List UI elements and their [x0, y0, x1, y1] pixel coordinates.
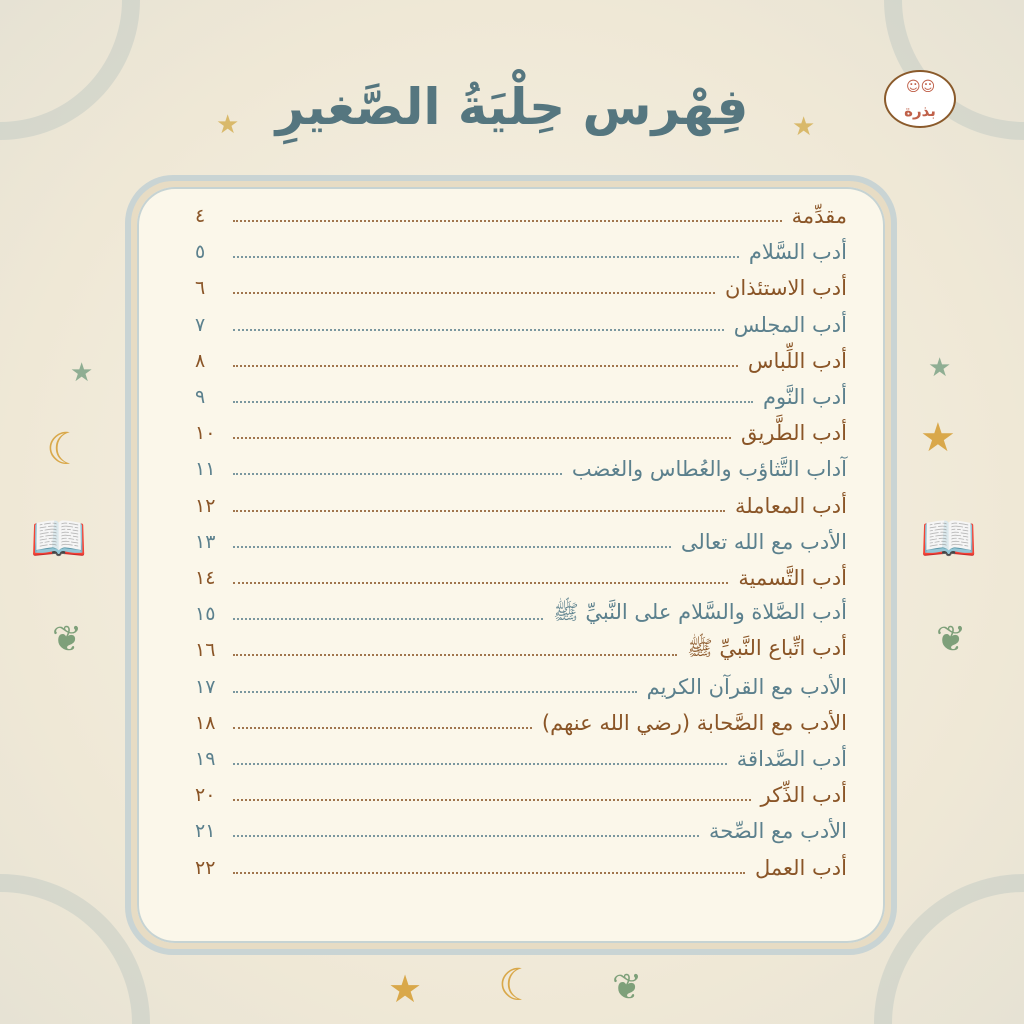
dot-leader: [233, 292, 715, 294]
entry-page-number: ٢٠: [195, 784, 216, 807]
dot-leader: [233, 654, 677, 656]
entry-title: أدب الصَّداقة: [736, 747, 847, 771]
dot-leader: [233, 365, 738, 367]
entry-title: الأدب مع الصِّحة: [709, 819, 847, 844]
contents-entry[interactable]: [195, 670, 847, 704]
open-book-icon: 📖: [30, 511, 88, 565]
dot-leader: [233, 835, 699, 837]
dot-leader: [233, 473, 562, 475]
entry-page-number: ٩: [195, 386, 206, 408]
star-icon: ★: [928, 353, 952, 383]
leaf-icon: ❦: [612, 967, 643, 1008]
entry-title: أدب اتِّباع النَّبيِّ ﷺ: [687, 635, 847, 660]
entry-page-number: ١٦: [195, 639, 216, 662]
contents-entry[interactable]: [195, 199, 847, 233]
contents-entry[interactable]: [195, 235, 847, 269]
entry-title: أدب الذِّكر: [760, 783, 847, 808]
dot-leader: [233, 727, 532, 729]
crescent-icon: ☾: [46, 424, 86, 475]
entry-title: الأدب مع الله تعالى: [680, 529, 847, 554]
contents-entry[interactable]: [195, 308, 847, 342]
entry-page-number: ٨: [195, 349, 206, 372]
entry-page-number: ١٠: [195, 422, 216, 445]
contents-entry[interactable]: [195, 452, 847, 486]
entry-page-number: ٤: [195, 205, 206, 227]
entry-title: الأدب مع القرآن الكريم: [646, 674, 847, 699]
entry-page-number: ٢٢: [195, 856, 216, 879]
contents-entry[interactable]: [195, 851, 847, 885]
dot-leader: [233, 256, 739, 258]
entry-page-number: ١٨: [195, 711, 216, 734]
contents-entry[interactable]: [195, 706, 847, 740]
star-icon: ★: [216, 110, 240, 140]
contents-entry[interactable]: [195, 416, 847, 450]
entry-title: آداب التَّثاؤب والعُطاس والغضب: [571, 457, 847, 482]
dot-leader: [233, 510, 725, 512]
contents-entry[interactable]: [195, 778, 847, 812]
contents-entry[interactable]: [195, 633, 847, 667]
contents-entry[interactable]: [195, 742, 847, 776]
open-book-icon: 📖: [920, 511, 978, 565]
entry-page-number: ١٥: [195, 603, 216, 626]
dot-leader: [233, 437, 731, 439]
page-title: فِهْرس حِلْيَةُ الصَّغيرِ: [275, 78, 749, 136]
entry-title: أدب اللِّباس: [747, 348, 847, 373]
star-icon: ★: [792, 112, 816, 142]
dot-leader: [233, 582, 728, 584]
entry-page-number: ١١: [195, 458, 216, 481]
entry-title: أدب السَّلام: [748, 240, 847, 265]
dot-leader: [233, 329, 724, 331]
entry-title: الأدب مع الصَّحابة (رضي الله عنهم): [541, 710, 847, 735]
entry-page-number: ١٤: [195, 567, 216, 589]
leaf-icon: ❦: [52, 619, 83, 660]
contents-entry[interactable]: [195, 561, 847, 595]
entry-title: مقدِّمة: [791, 204, 847, 228]
contents-entry[interactable]: [195, 489, 847, 523]
dot-leader: [233, 691, 637, 693]
dot-leader: [233, 220, 782, 222]
contents-entry[interactable]: [195, 271, 847, 305]
entry-page-number: ٦: [195, 277, 206, 300]
contents-entry[interactable]: [195, 814, 847, 848]
entry-page-number: ١٣: [195, 530, 216, 553]
dot-leader: [233, 618, 543, 620]
entry-title: أدب الاستئذان: [725, 276, 847, 301]
crescent-icon: ☾: [498, 960, 538, 1011]
entry-page-number: ٧: [195, 313, 206, 336]
entry-page-number: ٢١: [195, 820, 216, 843]
contents-entry[interactable]: [195, 597, 847, 631]
contents-entry[interactable]: [195, 344, 847, 378]
leaf-icon: ❦: [936, 619, 967, 660]
contents-entry[interactable]: [195, 380, 847, 414]
entry-title: أدب الصَّلاة والسَّلام على النَّبيِّ ﷺ: [553, 599, 847, 624]
dot-leader: [233, 546, 671, 548]
dot-leader: [233, 763, 727, 765]
star-icon: ★: [388, 967, 423, 1011]
logo: ☺☺ بذرة: [884, 70, 956, 128]
entry-title: أدب التَّسمية: [738, 566, 847, 590]
star-icon: ★: [920, 415, 956, 461]
entry-title: أدب العمل: [754, 855, 847, 880]
entry-title: أدب النَّوم: [762, 385, 847, 409]
dot-leader: [233, 799, 751, 801]
entry-page-number: ٥: [195, 241, 206, 264]
entry-title: أدب المعاملة: [735, 493, 847, 518]
dot-leader: [233, 401, 753, 403]
kids-faces-icon: ☺☺: [906, 79, 936, 95]
entry-page-number: ١٩: [195, 748, 216, 770]
contents-entry[interactable]: [195, 525, 847, 559]
entry-page-number: ١٧: [195, 675, 216, 698]
entry-title: أدب الطَّريق: [740, 421, 847, 446]
star-icon: ★: [70, 358, 94, 388]
entry-page-number: ١٢: [195, 494, 216, 517]
dot-leader: [233, 872, 745, 874]
entry-title: أدب المجلس: [733, 312, 847, 337]
